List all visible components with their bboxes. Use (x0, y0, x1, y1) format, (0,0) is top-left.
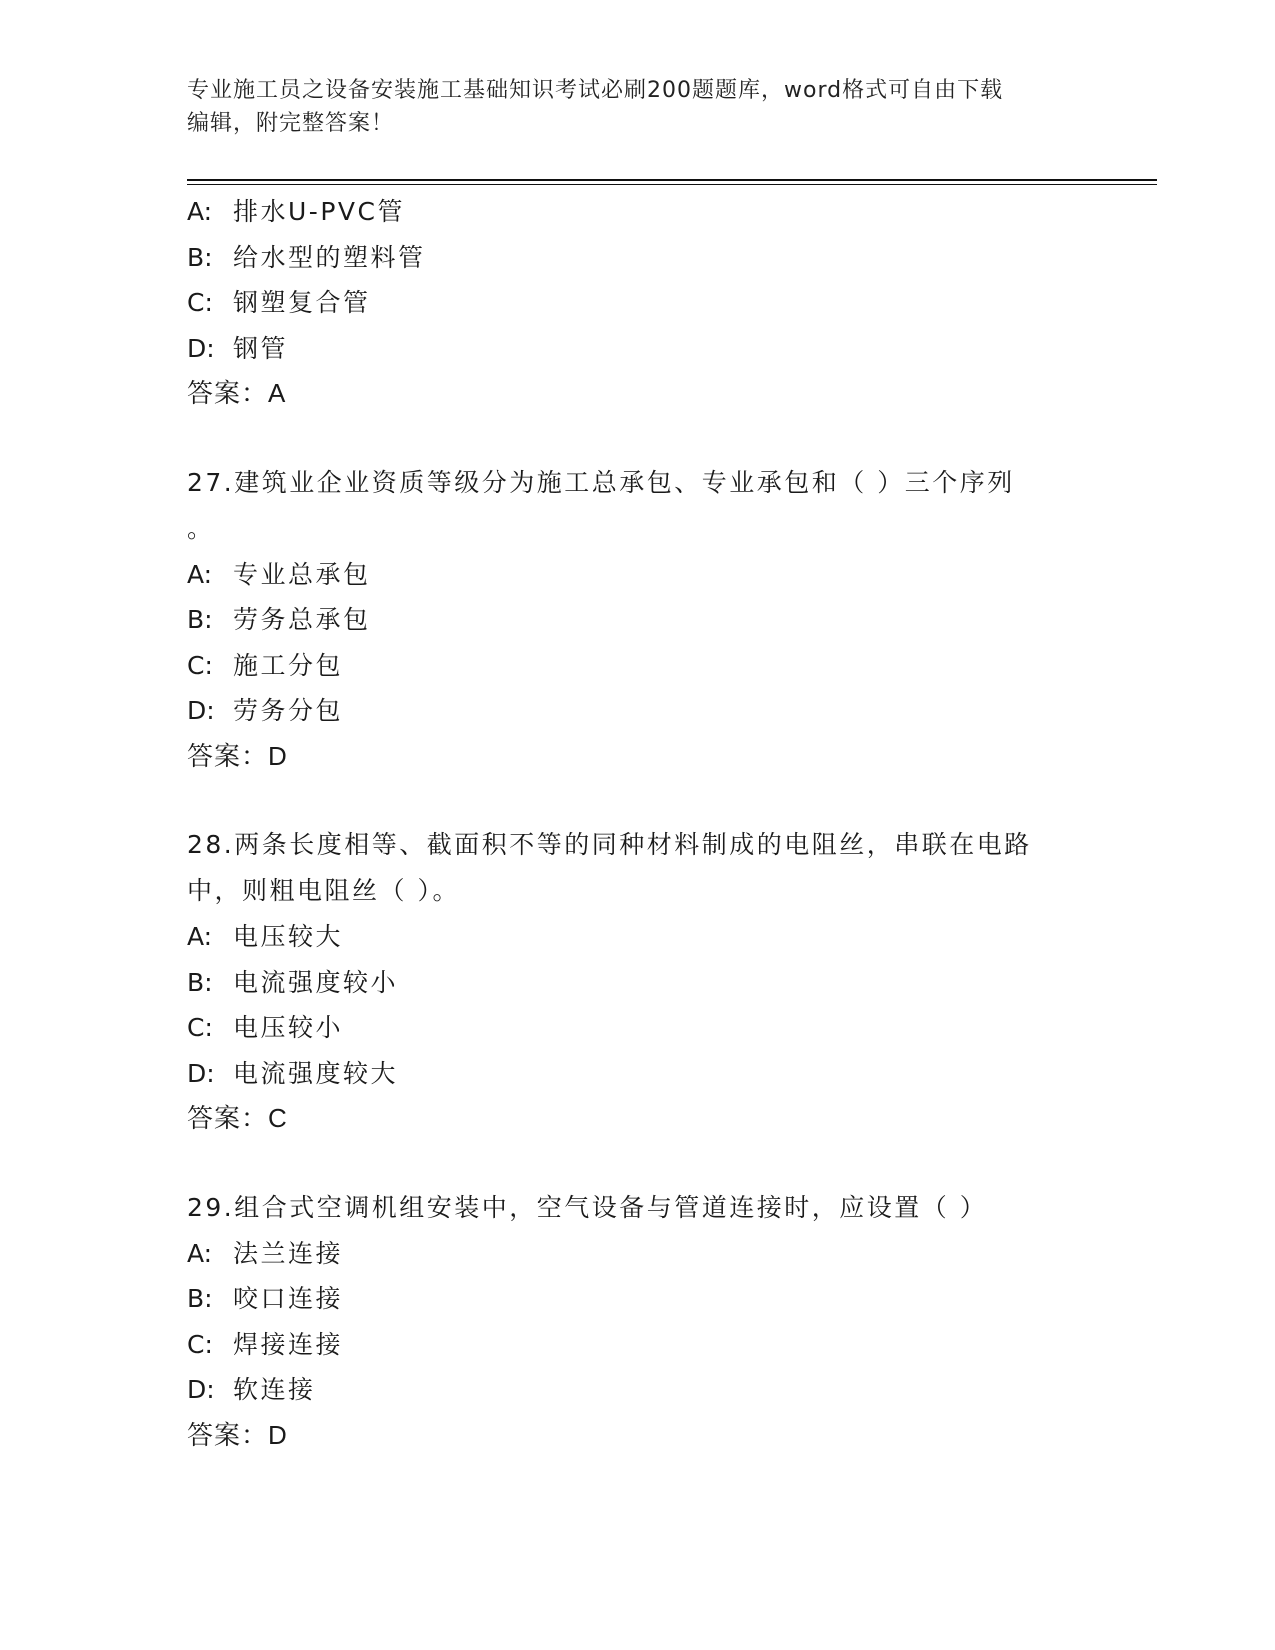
option-d: D: 电流强度较大 (187, 1058, 399, 1088)
answer-line: 答案：C (187, 1103, 288, 1133)
option-b: B: 给水型的塑料管 (187, 242, 426, 272)
header-rule-thin (187, 184, 1157, 185)
option-c: C: 钢塑复合管 (187, 288, 371, 317)
option-b: B: 电流强度较小 (187, 967, 399, 997)
option-c: C: 焊接连接 (187, 1329, 344, 1359)
question-text (187, 1185, 1087, 1231)
question-26-block (187, 189, 1087, 417)
option-a: A: 电压较大 (187, 922, 344, 951)
question-line-1: 29.组合式空调机组安装中，空气设备与管道连接时，应设置（ ） (187, 1192, 988, 1222)
question-line-1: 28.两条长度相等、截面积不等的同种材料制成的电阻丝，串联在电路 (187, 830, 1032, 859)
document-header (187, 74, 1087, 140)
option-d: D: 软连接 (187, 1375, 316, 1404)
question-text (187, 822, 1087, 914)
answer-line: 答案：D (187, 1419, 288, 1450)
option-d: D: 钢管 (187, 333, 289, 363)
option-c: C: 施工分包 (187, 650, 344, 680)
header-title-line-1: 专业施工员之设备安装施工基础知识考试必刷200题题库，word格式可自由下载 (187, 78, 1004, 103)
answer-line: 答案：D (187, 740, 288, 771)
question-text (187, 460, 1087, 552)
option-a: A: 排水U-PVC管 (187, 197, 405, 226)
option-a: A: 专业总承包 (187, 559, 371, 589)
header-rule-thick (187, 179, 1157, 181)
option-d: D: 劳务分包 (187, 696, 344, 725)
question-27-block (187, 460, 1087, 780)
question-list (187, 189, 1087, 1458)
question-28-block (187, 822, 1087, 1142)
question-29-block (187, 1185, 1087, 1459)
question-line-1: 27.建筑业企业资质等级分为施工总承包、专业承包和（ ）三个序列 (187, 467, 1015, 497)
question-line-2: 中，则粗电阻丝（ ）。 (187, 876, 460, 905)
header-title-line-2: 编辑，附完整答案！ (187, 111, 395, 136)
option-c: C: 电压较小 (187, 1013, 344, 1042)
question-line-2: 。 (187, 513, 215, 543)
option-b: B: 咬口连接 (187, 1284, 344, 1313)
answer-line: 答案：A (187, 378, 287, 408)
option-b: B: 劳务总承包 (187, 605, 371, 634)
option-a: A: 法兰连接 (187, 1238, 344, 1268)
